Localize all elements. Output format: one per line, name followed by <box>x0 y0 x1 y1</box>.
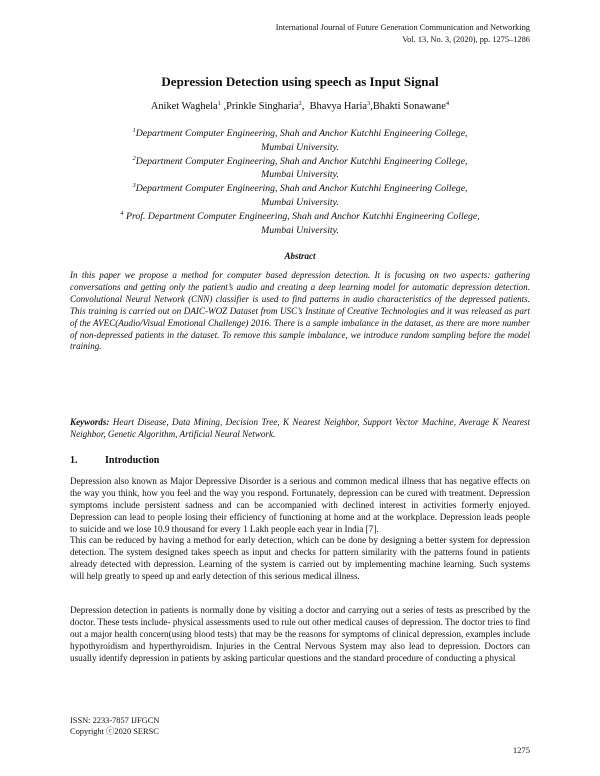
journal-volume: Vol. 13, No. 3, (2020), pp. 1275–1286 <box>402 35 530 44</box>
keywords-label: Keywords: <box>70 417 110 427</box>
section-heading <box>70 455 159 466</box>
author-name: Bhakti Sonawane <box>372 101 446 112</box>
author-separator: , <box>301 101 310 112</box>
affiliation-superscript: 1 <box>132 127 136 134</box>
affiliation-superscript: 3 <box>132 182 136 190</box>
author-name: Bhavya Haria <box>309 101 367 112</box>
issn-text: ISSN: 2233-7857 IJFGCN <box>70 716 160 725</box>
author-superscript: 2 <box>298 100 302 107</box>
affiliation <box>60 210 540 238</box>
affiliation-line: Department Computer Engineering, Shah and Anchor Kutchhi Engineering College, <box>135 155 468 167</box>
author-superscript: 3 <box>367 100 371 107</box>
abstract-text: In this paper we propose a method for computer based depression detection. It is focusing on two aspects: gathering conversations and getting only the patient’s audio and creating a deep learning model for automatic depression detection. Convolutional Neural Network (CNN) classifier is used to find patterns in audio characteristics of the depressed patients. This training is carried out on DAIC-WOZ Dataset from USC’s Institute of Creative Technologies and it was released as part of the AVEC(Audio/Visual Emotional Challenge) 2016. There is a sample imbalance in the dataset, as there are more number of non-depressed patients in the dataset. To remove this sample imbalance, we introduce random sampling before the model training. <box>70 270 530 352</box>
affiliation-line: Mumbai University. <box>261 224 339 236</box>
section-number: 1. <box>70 455 78 466</box>
section-title: Introduction <box>105 455 160 466</box>
affiliation-line: Mumbai University. <box>261 196 339 208</box>
affiliation <box>60 127 540 155</box>
page-number: 1275 <box>512 745 530 755</box>
footer <box>70 715 159 737</box>
affiliation <box>60 182 540 210</box>
affiliation-line: Prof. Department Computer Engineering, Shah and Anchor Kutchhi Engineering College, <box>123 210 480 222</box>
paper-title: Depression Detection using speech as Input Signal <box>161 74 439 89</box>
affiliation-line: Mumbai University. <box>261 141 339 153</box>
affiliations <box>60 127 540 237</box>
author-list <box>0 101 600 112</box>
author-separator: , <box>370 101 373 112</box>
keywords-text: Heart Disease, Data Mining, Decision Tree, K Nearest Neighbor, Support Vector Machine, Average K Nearest Neighbor, Genetic Algorithm, Artificial Neural Network. <box>70 417 530 439</box>
journal-header <box>276 22 530 46</box>
affiliation-line: Mumbai University. <box>261 169 339 181</box>
copyright-text: Copyright ⓒ2020 SERSC <box>70 727 159 736</box>
author-name: Aniket Waghela <box>150 101 218 112</box>
author-name: Prinkle Singharia <box>226 101 299 112</box>
journal-name: International Journal of Future Generation Communication and Networking <box>275 23 530 32</box>
affiliation-superscript: 2 <box>132 154 136 162</box>
body-paragraph: Depression also known as Major Depressive Disorder is a serious and common medical illness that has negative effects on the way you think, how you feel and the way you respond. Fortunately, depression can be cured with treatment. Depression symptoms include persistent sadness and can be accompanied with declined interest in activities formerly enjoyed. Depression can lead to people losing their efficiency of functioning at home and at the workplace. Depression leads people to suicide and we lose 10.9 thousand for every 1 Lakh people each year in India [7]. <box>70 476 530 534</box>
body-paragraph: Depression detection in patients is normally done by visiting a doctor and carrying out a series of tests as prescribed by the doctor. These tests include- physical assessments used to rule out other medical causes of depression. The doctor tries to find out a major health concern(using blood tests) that may be the reasons for symptoms of clinical depression, examples include hypothyroidism and hyperthyroidism. Injuries in the Central Nervous System may also lead to depression. Doctors can usually identify depression in patients by asking particular questions and the standard procedure of conducting a physical <box>70 605 530 663</box>
author-separator: , <box>220 101 227 112</box>
abstract-heading: Abstract <box>284 251 316 261</box>
affiliation-line: Department Computer Engineering, Shah and Anchor Kutchhi Engineering College, <box>135 183 468 195</box>
keywords <box>70 417 530 441</box>
body-paragraph: This can be reduced by having a method for early detection, which can be done by designing a better system for depression detection. The system designed takes speech as input and checks for pattern similarity with the patterns found in patients already detected with depression. Learning of the system is carried out by implementing machine learning. Such systems will help greatly to speed up and early detection of this serious medical illness. <box>70 535 530 581</box>
author-superscript: 4 <box>445 100 450 107</box>
affiliation-superscript: 4 <box>120 209 124 217</box>
author-superscript: 1 <box>217 100 221 107</box>
affiliation <box>60 155 540 183</box>
affiliation-line: Department Computer Engineering, Shah and Anchor Kutchhi Engineering College, <box>135 128 468 139</box>
